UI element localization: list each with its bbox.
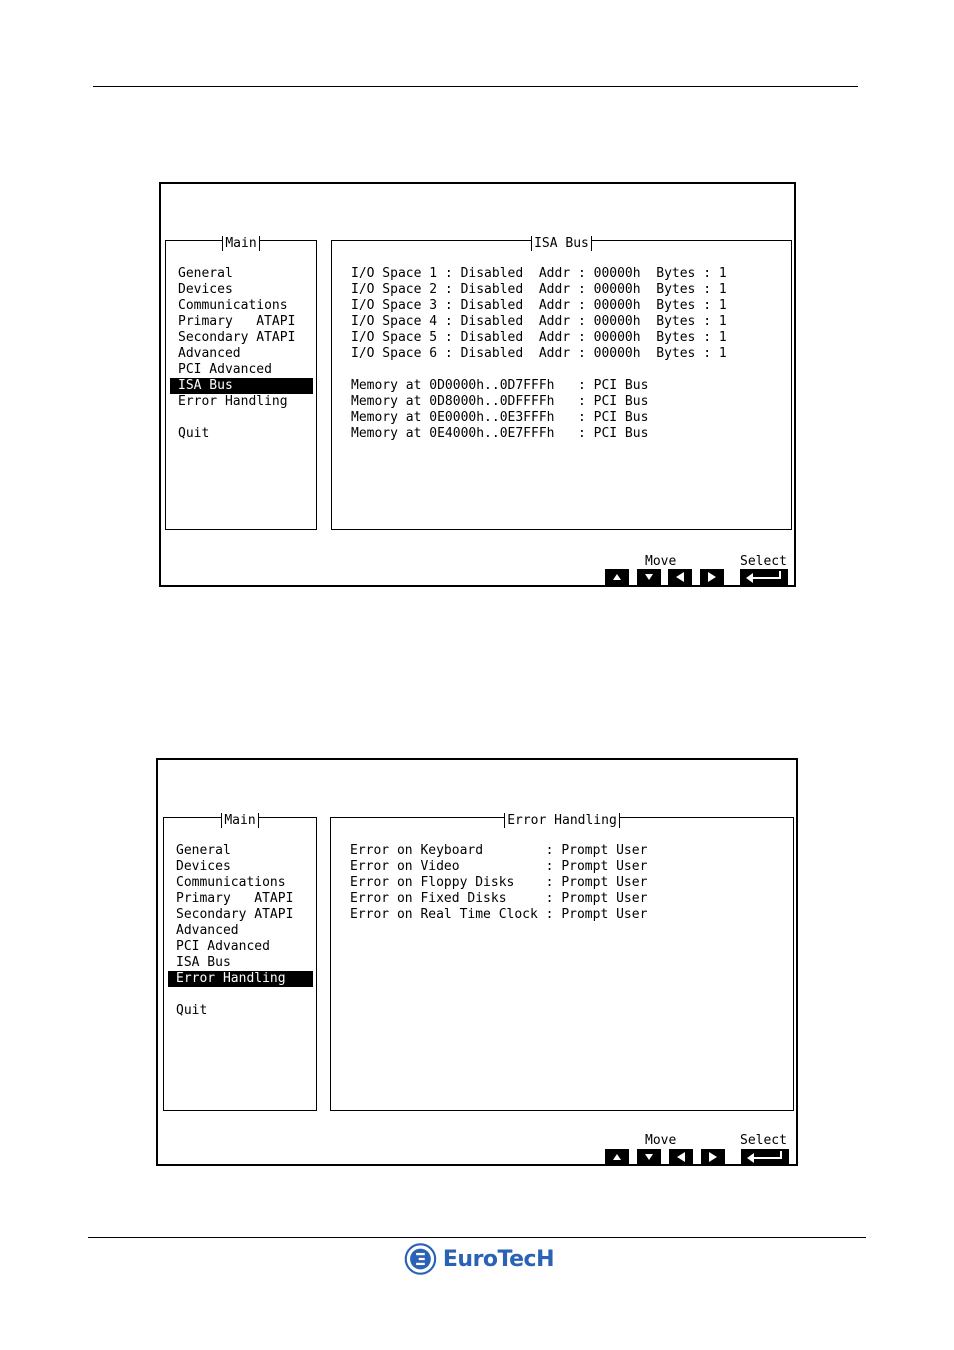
menu-item-devices[interactable]: Devices <box>178 282 233 297</box>
menu-item-secondary-atapi[interactable]: Secondary ATAPI <box>178 330 296 345</box>
menu-item-primary-atapi[interactable]: Primary ATAPI <box>176 891 294 906</box>
main-menu-panel <box>165 236 317 530</box>
io-space-2-row[interactable]: I/O Space 2 : Disabled Addr : 00000h Bytes : 1 <box>351 282 727 297</box>
select-hint: Select <box>740 554 787 569</box>
menu-item-isa-bus[interactable]: ISA Bus <box>176 955 231 970</box>
menu-item-pci-advanced[interactable]: PCI Advanced <box>178 362 272 377</box>
menu-item-quit[interactable]: Quit <box>176 1003 208 1018</box>
error-keyboard-row[interactable]: Error on Keyboard : Prompt User <box>350 843 648 858</box>
io-space-4-row[interactable]: I/O Space 4 : Disabled Addr : 00000h Bytes : 1 <box>351 314 727 329</box>
menu-item-general[interactable]: General <box>178 266 233 281</box>
menu-item-communications[interactable]: Communications <box>178 298 288 313</box>
enter-icon <box>740 569 788 585</box>
memory-row-d0000[interactable]: Memory at 0D0000h..0D7FFFh : PCI Bus <box>351 378 649 393</box>
io-space-3-row[interactable]: I/O Space 3 : Disabled Addr : 00000h Bytes : 1 <box>351 298 727 313</box>
footer-rule <box>88 1237 866 1238</box>
menu-item-quit[interactable]: Quit <box>178 426 210 441</box>
menu-item-communications[interactable]: Communications <box>176 875 286 890</box>
arrow-left-icon <box>669 1149 693 1165</box>
menu-item-primary-atapi[interactable]: Primary ATAPI <box>178 314 296 329</box>
eurotech-logo <box>404 1240 554 1278</box>
move-hint-2: Move <box>645 1133 677 1148</box>
io-space-6-row[interactable]: I/O Space 6 : Disabled Addr : 00000h Bytes : 1 <box>351 346 727 361</box>
memory-row-d8000[interactable]: Memory at 0D8000h..0DFFFFh : PCI Bus <box>351 394 649 409</box>
arrow-up-icon <box>605 1149 629 1165</box>
memory-row-e4000[interactable]: Memory at 0E4000h..0E7FFFh : PCI Bus <box>351 426 649 441</box>
enter-icon <box>741 1149 789 1165</box>
bios-screen-isa-bus <box>159 182 796 587</box>
menu-item-pci-advanced[interactable]: PCI Advanced <box>176 939 270 954</box>
io-space-5-row[interactable]: I/O Space 5 : Disabled Addr : 00000h Bytes : 1 <box>351 330 727 345</box>
header-rule <box>93 86 858 87</box>
isa-bus-settings <box>351 266 727 442</box>
error-video-row[interactable]: Error on Video : Prompt User <box>350 859 648 874</box>
main-menu-title: Main <box>222 236 259 251</box>
arrow-up-icon <box>605 569 629 585</box>
main-menu-2 <box>164 843 316 1019</box>
bios-screen-error-handling <box>156 758 798 1166</box>
error-handling-title: Error Handling <box>504 813 620 828</box>
menu-item-error-handling[interactable]: Error Handling <box>168 971 313 987</box>
isa-bus-title: ISA Bus <box>531 236 592 251</box>
isa-bus-panel <box>331 236 792 530</box>
error-fixed-disks-row[interactable]: Error on Fixed Disks : Prompt User <box>350 891 648 906</box>
arrow-left-icon <box>668 569 692 585</box>
arrow-right-icon <box>701 1149 725 1165</box>
select-hint-2: Select <box>740 1133 787 1148</box>
menu-item-advanced[interactable]: Advanced <box>178 346 241 361</box>
main-menu-title-2: Main <box>221 813 258 828</box>
arrow-right-icon <box>700 569 724 585</box>
move-hint: Move <box>645 554 677 569</box>
error-handling-settings <box>350 843 647 923</box>
menu-item-advanced[interactable]: Advanced <box>176 923 239 938</box>
error-rtc-row[interactable]: Error on Real Time Clock : Prompt User <box>350 907 648 922</box>
menu-item-isa-bus[interactable]: ISA Bus <box>170 378 313 394</box>
io-space-1-row[interactable]: I/O Space 1 : Disabled Addr : 00000h Bytes : 1 <box>351 266 727 281</box>
menu-item-secondary-atapi[interactable]: Secondary ATAPI <box>176 907 294 922</box>
main-menu-panel-2 <box>163 813 317 1111</box>
arrow-down-icon <box>637 569 661 585</box>
menu-item-devices[interactable]: Devices <box>176 859 231 874</box>
error-handling-panel <box>330 813 794 1111</box>
menu-item-error-handling[interactable]: Error Handling <box>178 394 288 409</box>
menu-item-general[interactable]: General <box>176 843 231 858</box>
memory-row-e0000[interactable]: Memory at 0E0000h..0E3FFFh : PCI Bus <box>351 410 649 425</box>
arrow-down-icon <box>637 1149 661 1165</box>
eurotech-logo-icon <box>404 1240 437 1278</box>
main-menu <box>166 266 316 442</box>
eurotech-logo-text: EuroTecH <box>442 1246 554 1272</box>
error-floppy-row[interactable]: Error on Floppy Disks : Prompt User <box>350 875 648 890</box>
